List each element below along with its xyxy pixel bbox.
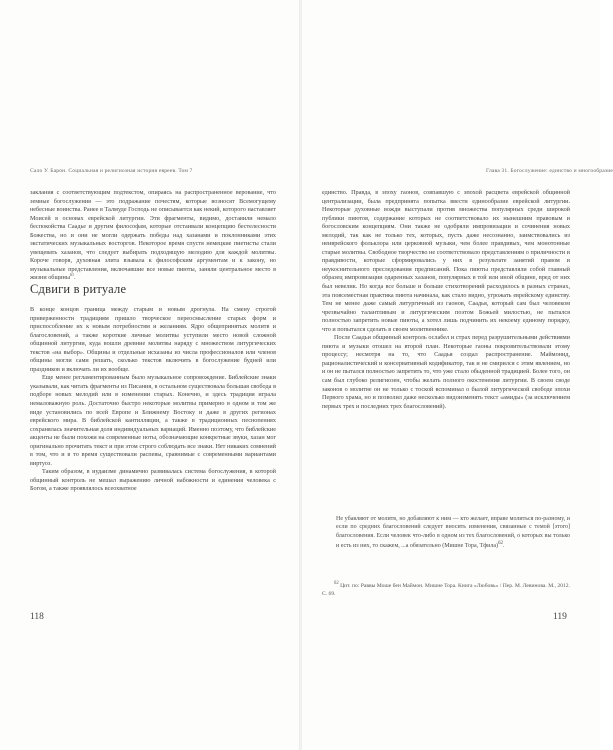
right-paragraph-1: единство. Правда, в эпоху гаонов, совпавшую с эпохой расцвета еврейской общинной централизации, была предпринята попытка ввести единообразие еврейской литургии. Некоторые духовные вожди выступали против множества популярных среди широкой публики пиютов, содержание которых не соответствовало их нынешним правовым и богословским концепциям. Они также не одобряли импровизации и сочинения новых мелодий, так как не только тех, которых, пусть даже несознанно, заимствовались из неиврейского фольклора или церковной музыки, чем более правдивых, чем монотонные старые молитвы. Свободное творчество не соответствовало представлениям о приличности и правдивости, которые сформировались у них в результате занятий правом и неукоснительного преследования предписаний. Пока пиюты представляли собой главный образец импровизации одаренных хазанов, популярных в той или иной общине, вред от них был невелик. Но когда все больше и больше стихотворений расходилось в разных странах, эта повсеместная практика пиюта начинала, как стало видно, угрожать еврейскому единству. Тем не менее даже самый литургичный из гаонов, Саадья, который сам был человеком чрезвычайно талантливым и литургическим поэтом Божьей милостью, не пытался полностью запретить новые пиюты, а хотел лишь подчинить их некоему единому порядку, что и попытался сделать в своем молитвеннике.: [322, 189, 570, 333]
left-page: [0, 0, 299, 750]
footnote: [322, 580, 570, 598]
left-paragraph-1-text: заклания с соответствующим подтекстом, опираясь на распространенное верование, что земные богослужения — это подражание почестям, которые возносят Всемогущему небесные воинства. Ранее в Талмуде Господь не описывается как некий, которого наставляет Моисей в основах еврейской литургии. Эти фрагменты, видимо, доставили немало беспокойства Саадье и другим философам, которые отстаивали концепцию бестелесности Божества, но и они не могли одержать победы над хазанами и поклонниками этих экстатических музыкальных восторгов. Некоторое время спустя немецкие пиетисты стали увещевать хазанов, что следует выбирать подходящую мелодию для каждой молитвы. Короче говоря, духовная элита взывала к философским аргументам и к закону, но музыкальные представления, включавшие все новые пиюты, заняли центральное место в жизни общины: [30, 189, 276, 282]
block-quote-text: Не убавляют от молитв, но добавляют к ним — кто желает, вправе молиться по-разному, и если по средних благословений следует вносить изменения, связанные с темой [этого] благословения. Если человек что-либо в одном из тех благословений, о которых вы только и есть из них, то скажем, ...а обязательно (Мишне Тора, Тфила)$^{62}$.: [336, 516, 570, 549]
left-paragraph-2: В конце концов граница между старым и новым дрогнула. На смену строгой приверженности традициям пришло творческое переосмысление старых форм и приспособление их к новым потребностям и желаниям. Ядро общепринятых молитв и благословений, а также короткие личные молитвы уступили место новой сложной общинной литургии, куда вошли древние молитвы наряду с множеством литургических текстов «на выбор». Общины и отдельные исхазаны из числа профессионалов или членов общины могли сами решать, сколько текстов включить в богослужение будней или праздников и включать ли их вообще.: [30, 306, 276, 373]
block-quote: [336, 515, 570, 550]
footnote-number: 62: [334, 581, 339, 586]
block-quote-body: Не убавляют от молитв, но добавляют к ним — кто желает, вправе молиться по-разному, и если по средних благословений следует вносить изменения, связанные с темой [этого] благословения. Если человек что-либо в одном из тех благословений, о которых вы только и есть из них, то скажем, ...а обязательно (Мишне Тора, Тфила): [336, 516, 570, 549]
right-text-block: [322, 189, 570, 411]
note-ref-62: 62: [498, 540, 504, 546]
right-running-head: Глава 31. Богослужение: единство и многообразие: [486, 168, 613, 174]
left-paragraph-4: Таким образом, в иудаизме динамично развивалась система богослужения, в которой общинный контроль не мешал выражению личной набожности и единения человека с Богом, а также проявлялось всеохватное: [30, 468, 276, 493]
right-paragraph-2: После Саадьи общинный контроль ослабел и страх перед разрушительными действиями пиюта и музыки отошел на второй план. Некоторые гаоны покровительствовали этому процессу; несмотря на то, что Саадья создал распространение. Маймонид, рационалистический и консервативный кодификатор, так и не смирился с этим явлением, но и он не пытался полностью запретить то, что уже стало обыденной традицией. Более того, он сам был глубоко религиозен, чтобы желать полного окостенения литургии. В своем своде законов о молитве он не только с тоской вспоминал о былой литургической свободе эпохи Первого храма, но и позволил даже несколько видоизменять текст «амиды» (за исключением первых трех и последних трех благословений).: [322, 334, 570, 410]
page-number-left: 118: [30, 612, 44, 622]
note-ref-61: 61: [70, 272, 74, 278]
left-running-head: Сало У. Барон. Социальная и религиозная история евреев. Том 7: [30, 168, 193, 174]
left-paragraph-3: Еще менее регламентированным было музыкальное сопровождение. Библейские знаки указывали, как читать фрагменты из Писания, в остальном существовала большая свобода в подборе новых мелодий или в изменении старых. Конечно, и здесь традиция играла немаловажную роль. Достаточно быстро некоторые молитвы примерно в одном и том же виде установились по всей Европе и Ближнему Востоку и даже в других регионах еврейского мира. В библейской кантилляции, а также в традиционных песнопениях сохранялась значительная доля индивидуальных вариаций. Именно поэтому, что библейские акценты не были похожи на современные ноты, обозначающие конкретные звуки, хазан мог оригинально прочитать текст и при этом строго соблюдать все знаки. Нет никаких сомнений в том, что и в то время существовали распевы, сравнимые с современными вариантами виртуоз.: [30, 374, 276, 467]
footnote-62: [322, 580, 570, 598]
left-text-block-1: [30, 189, 276, 283]
section-title: Сдвиги в ритуале: [30, 282, 127, 296]
left-text-block-2: [30, 306, 276, 494]
footnote-text: Цит. по: Раввы Моше бен Маймон. Мишне Тора. Книга «Любовь» / Пер. М. Левинова. М., 2012. С. 69.: [322, 582, 570, 597]
right-page: [302, 0, 613, 750]
left-paragraph-1: заклания с соответствующим подтекстом, опираясь на распространенное верование, что земные богослужения — это подражание почестям, которые возносят Всемогущему небесные воинства. Ранее в Талмуде Господь не описывается как некий, которого наставляет Моисей в основах еврейской литургии. Эти фрагменты, видимо, доставили немало беспокойства Саадье и другим философам, которые отстаивали концепцию бестелесности Божества, но и они не могли одержать победы над хазанами и поклонниками этих экстатических музыкальных восторгов. Некоторое время спустя немецкие пиетисты стали увещевать хазанов, что следует выбирать подходящую мелодию для каждой молитвы. Короче говоря, духовная элита взывала к философским аргументам и к закону, но музыкальные представления, включавшие все новые пиюты, заняли центральное место в жизни общины$^{61}$.: [30, 189, 276, 282]
page-number-right: 119: [553, 612, 567, 622]
